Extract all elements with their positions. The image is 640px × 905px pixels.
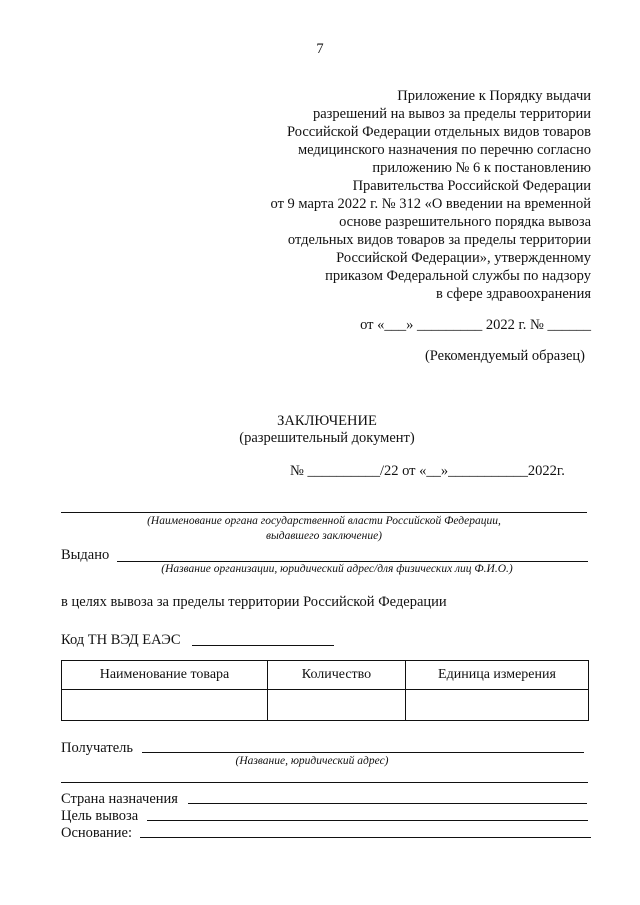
appendix-line: Российской Федерации», утвержденному (336, 250, 591, 266)
table-cell-goods-name[interactable] (62, 690, 268, 721)
appendix-line: отдельных видов товаров за пределы территории (287, 232, 591, 248)
appendix-line: приложению № 6 к постановлению (372, 160, 591, 176)
table-header-goods-name: Наименование товара (62, 661, 268, 690)
appendix-line: Российской Федерации отдельных видов товаров (287, 124, 591, 140)
issued-caption: (Название организации, юридический адрес/для физических лиц Ф.И.О.) (161, 563, 513, 575)
table-header-unit: Единица измерения (406, 661, 589, 690)
export-purpose-text: в целях вывоза за пределы территории Российской Федерации (61, 594, 447, 610)
code-line (192, 645, 334, 646)
table-header-quantity: Количество (268, 661, 406, 690)
authority-line (61, 512, 587, 513)
table-cell-quantity[interactable] (268, 690, 406, 721)
recommended-sample-label: (Рекомендуемый образец) (424, 348, 585, 364)
issued-line (117, 561, 588, 562)
appendix-line: в сфере здравоохранения (436, 286, 591, 302)
basis-label: Основание: (61, 825, 132, 841)
recipient-caption: (Название, юридический адрес) (235, 755, 389, 767)
issued-label: Выдано (61, 547, 110, 563)
recipient-line (142, 752, 584, 753)
purpose-label: Цель вывоза (61, 808, 139, 824)
table-cell-unit[interactable] (406, 690, 589, 721)
purpose-line (147, 820, 588, 821)
country-label: Страна назначения (61, 791, 178, 807)
country-line (188, 803, 587, 804)
order-date-line: от «___» _________ 2022 г. № ______ (360, 317, 591, 333)
appendix-block (191, 87, 591, 303)
appendix-line: Правительства Российской Федерации (352, 178, 591, 194)
goods-table (61, 660, 589, 721)
permit-number-line: № __________/22 от «__»___________2022г. (290, 463, 565, 479)
code-label: Код ТН ВЭД ЕАЭС (61, 632, 181, 648)
authority-caption: (Наименование органа государственной власти Российской Федерации, (147, 515, 501, 527)
appendix-line: Приложение к Порядку выдачи (397, 88, 591, 104)
appendix-line: основе разрешительного порядка вывоза (339, 214, 591, 230)
appendix-line: медицинского назначения по перечню согласно (297, 142, 591, 158)
basis-line (140, 837, 591, 838)
recipient-label: Получатель (61, 740, 133, 756)
recipient-line-2 (61, 782, 588, 783)
document-title: ЗАКЛЮЧЕНИЕ (277, 413, 377, 429)
appendix-line: приказом Федеральной службы по надзору (325, 268, 591, 284)
appendix-line: разрешений на вывоз за пределы территории (312, 106, 591, 122)
page-number: 7 (316, 41, 324, 57)
authority-caption-2: выдавшего заключение) (265, 530, 383, 542)
appendix-line: от 9 марта 2022 г. № 312 «О введении на временной (270, 196, 591, 212)
document-subtitle: (разрешительный документ) (239, 430, 415, 446)
